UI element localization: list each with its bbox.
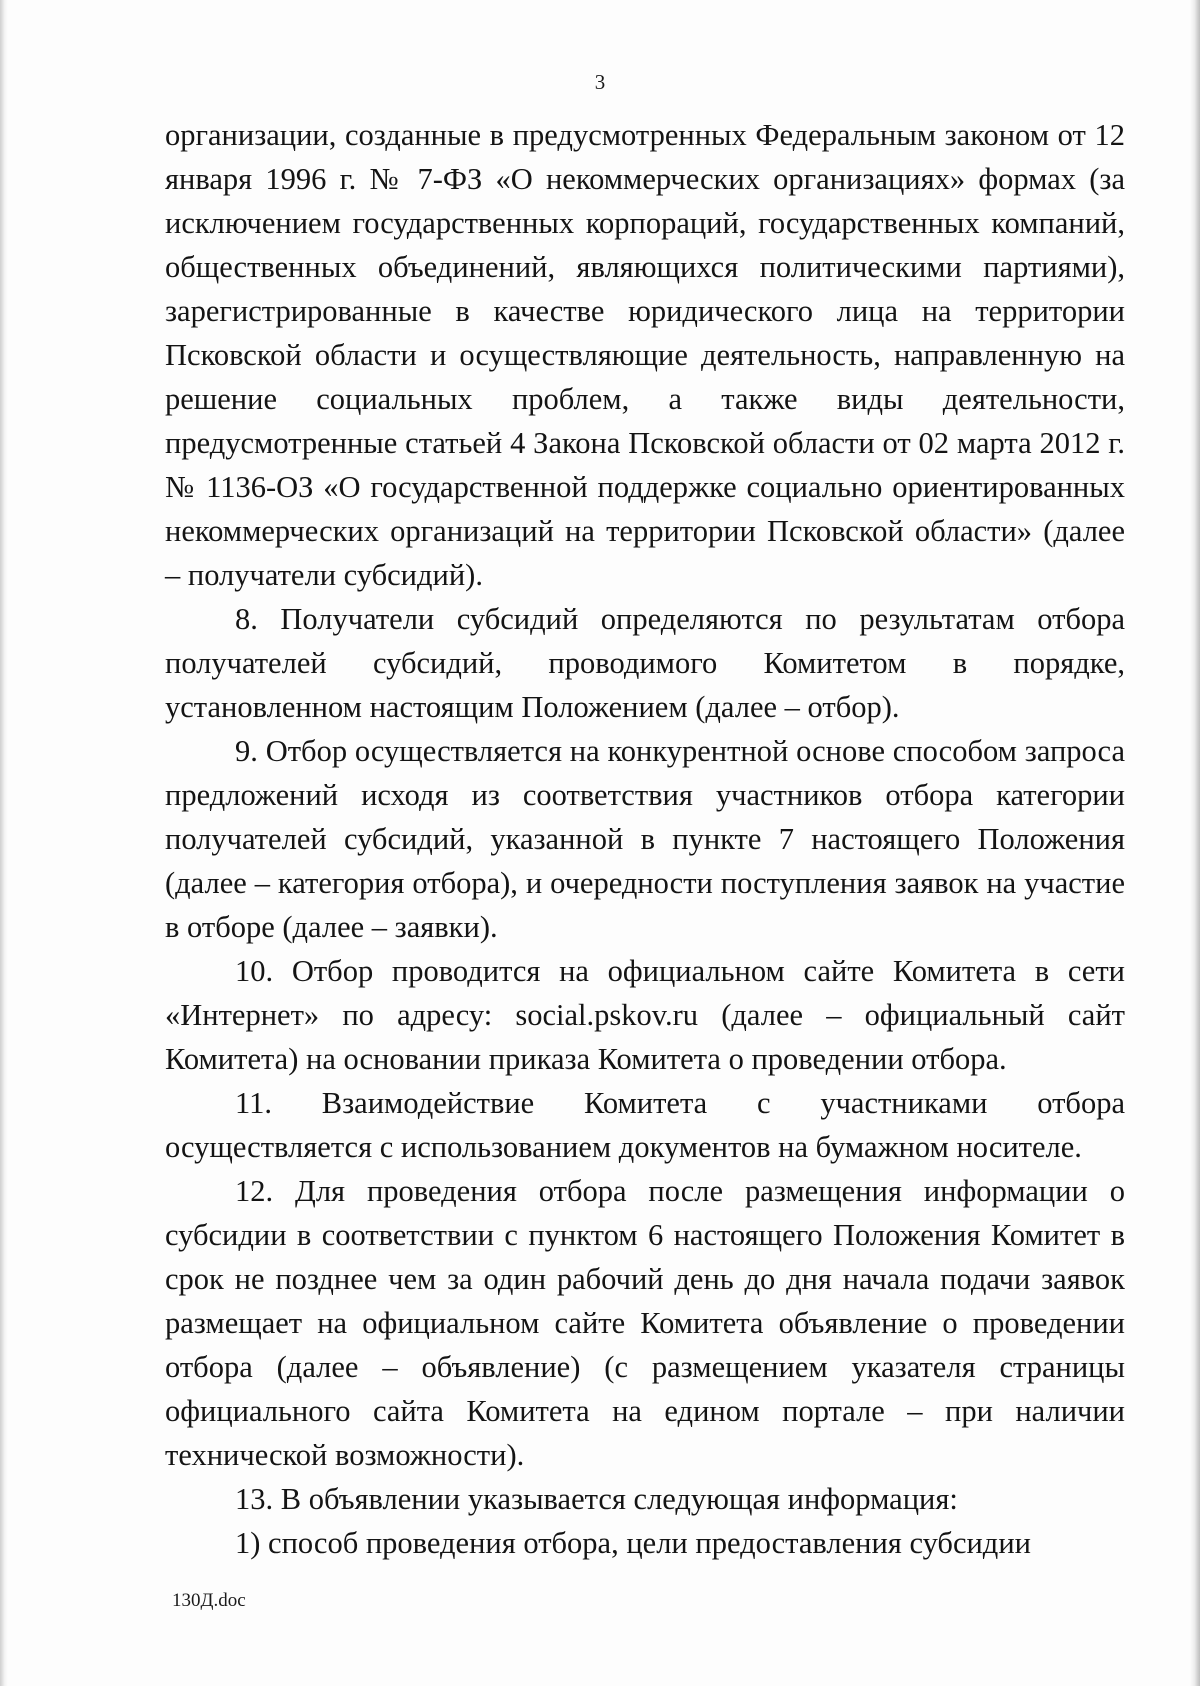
document-body	[165, 113, 1125, 1565]
paragraph-item-11: 11. Взаимодействие Комитета с участниками отбора осуществляется с использованием документов на бумажном носителе.	[165, 1086, 1125, 1164]
paragraph-item-13: 13. В объявлении указывается следующая информация:	[235, 1482, 958, 1516]
paragraph-item-10: 10. Отбор проводится на официальном сайте Комитета в сети «Интернет» по адресу: social.pskov.ru (далее – официальный сайт Комитета) на основании приказа Комитета о проведении отбора.	[165, 954, 1125, 1076]
paragraph-subitem-1: 1) способ проведения отбора, цели предоставления субсидии	[235, 1526, 1031, 1560]
page-number: 3	[594, 70, 606, 94]
paragraph-item-8: 8. Получатели субсидий определяются по результатам отбора получателей субсидий, проводимого Комитетом в порядке, установленном настоящим Положением (далее – отбор).	[165, 602, 1125, 724]
paragraph-continuation: организации, созданные в предусмотренных Федеральным законом от 12 января 1996 г. № 7-ФЗ «О некоммерческих организациях» формах (за исключением государственных корпораций, государственных компаний, общественных объединений, являющихся политическими партиями), зарегистрированные в качестве юридического лица на территории Псковской области и осуществляющие деятельность, направленную на решение социальных проблем, а также виды деятельности, предусмотренные статьей 4 Закона Псковской области от 02 марта 2012 г. № 1136-ОЗ «О государственной поддержке социально ориентированных некоммерческих организаций на территории Псковской области» (далее – получатели субсидий).	[165, 118, 1125, 592]
scan-edge-left	[0, 0, 8, 1686]
scan-edge-right	[1190, 0, 1200, 1686]
paragraph-item-9: 9. Отбор осуществляется на конкурентной основе способом запроса предложений исходя из соответствия участников отбора категории получателей субсидий, указанной в пункте 7 настоящего Положения (далее – категория отбора), и очередности поступления заявок на участие в отборе (далее – заявки).	[165, 734, 1125, 944]
footer-filename: 130Д.doc	[172, 1590, 246, 1611]
paragraph-item-12: 12. Для проведения отбора после размещения информации о субсидии в соответствии с пунктом 6 настоящего Положения Комитет в срок не позднее чем за один рабочий день до дня начала подачи заявок размещает на официальном сайте Комитета объявление о проведении отбора (далее – объявление) (с размещением указателя страницы официального сайта Комитета на едином портале – при наличии технической возможности).	[165, 1174, 1125, 1472]
